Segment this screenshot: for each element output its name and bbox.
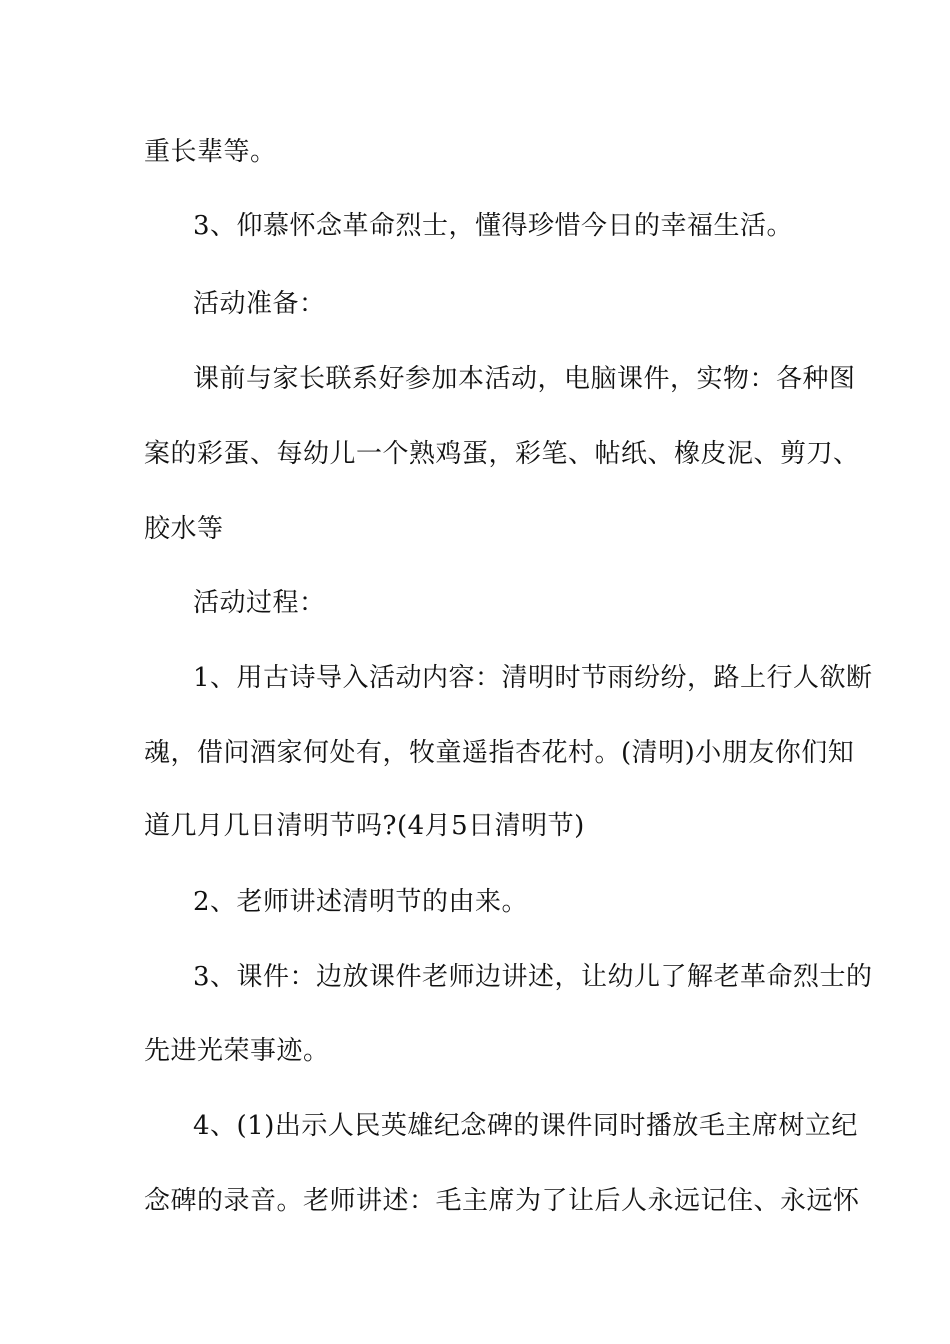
text-line: 念碑的录音。老师讲述：毛主席为了让后人永远记住、永远怀 — [144, 1186, 860, 1216]
text-line: 重长辈等。 — [144, 137, 277, 167]
text-line: 道几月几日清明节吗?(4月5日清明节) — [144, 811, 585, 841]
text-line: 4、(1)出示人民英雄纪念碑的课件同时播放毛主席树立纪 — [193, 1111, 858, 1141]
text-line: 2、老师讲述清明节的由来。 — [193, 887, 529, 917]
text-line: 魂，借问酒家何处有，牧童遥指杏花村。(清明)小朋友你们知 — [144, 738, 855, 768]
text-line: 课前与家长联系好参加本活动，电脑课件，实物：各种图 — [193, 364, 856, 394]
text-line: 胶水等 — [144, 514, 224, 544]
section-heading: 活动过程： — [193, 588, 326, 618]
text-line: 案的彩蛋、每幼儿一个熟鸡蛋，彩笔、帖纸、橡皮泥、剪刀、 — [144, 439, 860, 469]
section-heading: 活动准备： — [193, 289, 326, 319]
text-line: 先进光荣事迹。 — [144, 1036, 330, 1066]
text-line: 3、课件：边放课件老师边讲述，让幼儿了解老革命烈士的 — [193, 962, 873, 992]
text-line: 3、仰慕怀念革命烈士，懂得珍惜今日的幸福生活。 — [193, 211, 794, 241]
text-line: 1、用古诗导入活动内容：清明时节雨纷纷，路上行人欲断 — [193, 663, 873, 693]
